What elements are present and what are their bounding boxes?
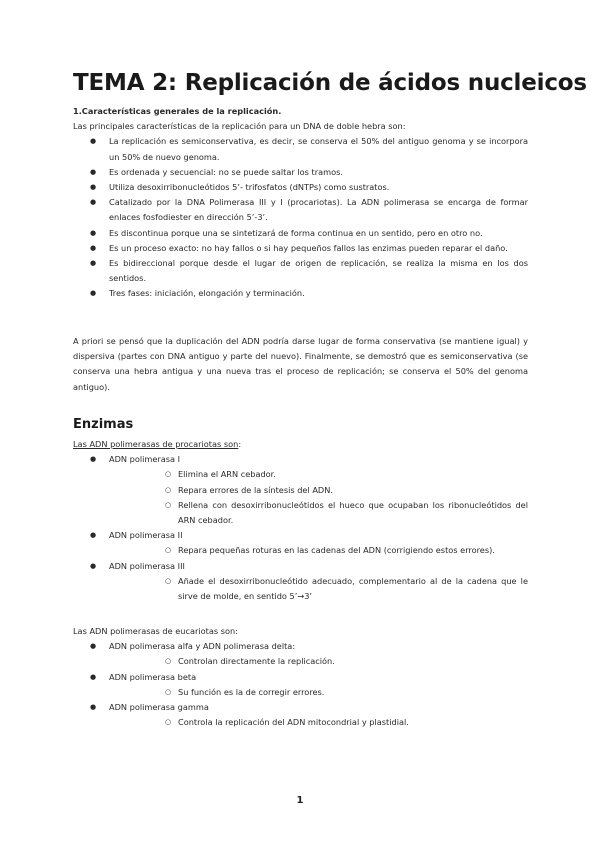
sub-item: ○ Repara errores de la síntesis del ADN. — [109, 483, 528, 498]
sub-item: ○ Elimina el ARN cebador. — [109, 467, 528, 482]
list-item: ● Catalizado por la DNA Polimerasa III y I (procariotas). La ADN polimerasa se encarga de formar enlaces fosfodiester en dirección 5’-3’. — [73, 195, 528, 225]
list-item — [73, 452, 528, 528]
page-number: 1 — [296, 795, 304, 806]
list-item — [73, 700, 528, 730]
intro-colon: : — [238, 439, 242, 449]
sub-item: ○ Controla la replicación del ADN mitocondrial y plastidial. — [109, 715, 528, 730]
polymerase-name: ADN polimerasa alfa y ADN polimerasa delta: — [109, 641, 296, 652]
polymerase-name: ADN polimerasa gamma — [109, 702, 209, 713]
sub-list — [109, 685, 528, 700]
list-item: ● Tres fases: iniciación, elongación y terminación. — [73, 286, 528, 301]
list-item: ● La replicación es semiconservativa, es decir, se conserva el 50% del antiguo genoma y se incorpora un 50% de nuevo genoma. — [73, 134, 528, 164]
list-item: ● Es un proceso exacto: no hay fallos o si hay pequeños fallos las enzimas pueden reparar el daño. — [73, 241, 528, 256]
section-heading-enzymes: Enzimas — [73, 417, 134, 432]
sub-list — [109, 574, 528, 604]
section-eukaryotic-polymerases — [73, 624, 528, 730]
sub-list — [109, 654, 528, 669]
list-item: ● Es bidireccional porque desde el lugar de origen de replicación, se realiza la misma en los dos sentidos. — [73, 256, 528, 286]
sub-item: ○ Añade el desoxirribonucleótido adecuado, complementario al de la cadena que le sirve de molde, en sentido 5’→3’ — [109, 574, 528, 604]
sub-list — [109, 715, 528, 730]
section-intro: Las principales características de la replicación para un DNA de doble hebra son: — [73, 121, 406, 132]
prokaryotic-list — [73, 452, 528, 604]
list-item: ● Es discontinua porque una se sintetizará de forma continua en un sentido, pero en otro no. — [73, 226, 528, 241]
polymerase-name: ADN polimerasa II — [109, 530, 183, 541]
sub-list — [109, 467, 528, 528]
prokaryotic-intro-text: Las ADN polimerasas de procariotas son — [73, 439, 239, 449]
section-characteristics — [73, 104, 528, 302]
list-item — [73, 639, 528, 669]
paragraph: A priori se pensó que la duplicación del ADN podría darse lugar de forma conservativa (se mantiene igual) y dispersiva (partes con DNA antiguo y parte del nuevo). Finalmente, se demostró que es semiconservativa (se conserva una hebra antigua y una nueva tras el proceso de replicación; se conserva el 50% del genoma antiguo). — [73, 336, 528, 392]
polymerase-name: ADN polimerasa I — [109, 454, 181, 465]
list-item — [73, 559, 528, 605]
sub-item: ○ Su función es la de corregir errores. — [109, 685, 528, 700]
list-item — [73, 528, 528, 558]
list-item — [73, 670, 528, 700]
eukaryotic-list — [73, 639, 528, 730]
list-item: ● Es ordenada y secuencial: no se puede saltar los tramos. — [73, 165, 528, 180]
sub-item: ○ Rellena con desoxirribonucleótidos el hueco que ocupaban los ribonucleótidos del ARN cebador. — [109, 498, 528, 528]
eukaryotic-intro: Las ADN polimerasas de eucariotas son: — [73, 626, 238, 636]
sub-list — [109, 543, 528, 558]
page-title: TEMA 2: Replicación de ácidos nucleicos — [73, 70, 587, 96]
list-item: ● Utiliza desoxirribonucleótidos 5’- trifosfatos (dNTPs) como sustratos. — [73, 180, 528, 195]
sub-item: ○ Repara pequeñas roturas en las cadenas del ADN (corrigiendo estos errores). — [109, 543, 528, 558]
section-heading: 1.Características generales de la replicación. — [73, 106, 282, 116]
paragraph-block — [73, 334, 528, 395]
characteristics-list — [73, 134, 528, 301]
prokaryotic-intro — [73, 437, 528, 452]
sub-item: ○ Controlan directamente la replicación. — [109, 654, 528, 669]
section-prokaryotic-polymerases — [73, 437, 528, 604]
polymerase-name: ADN polimerasa III — [109, 560, 185, 571]
polymerase-name: ADN polimerasa beta — [109, 671, 197, 682]
